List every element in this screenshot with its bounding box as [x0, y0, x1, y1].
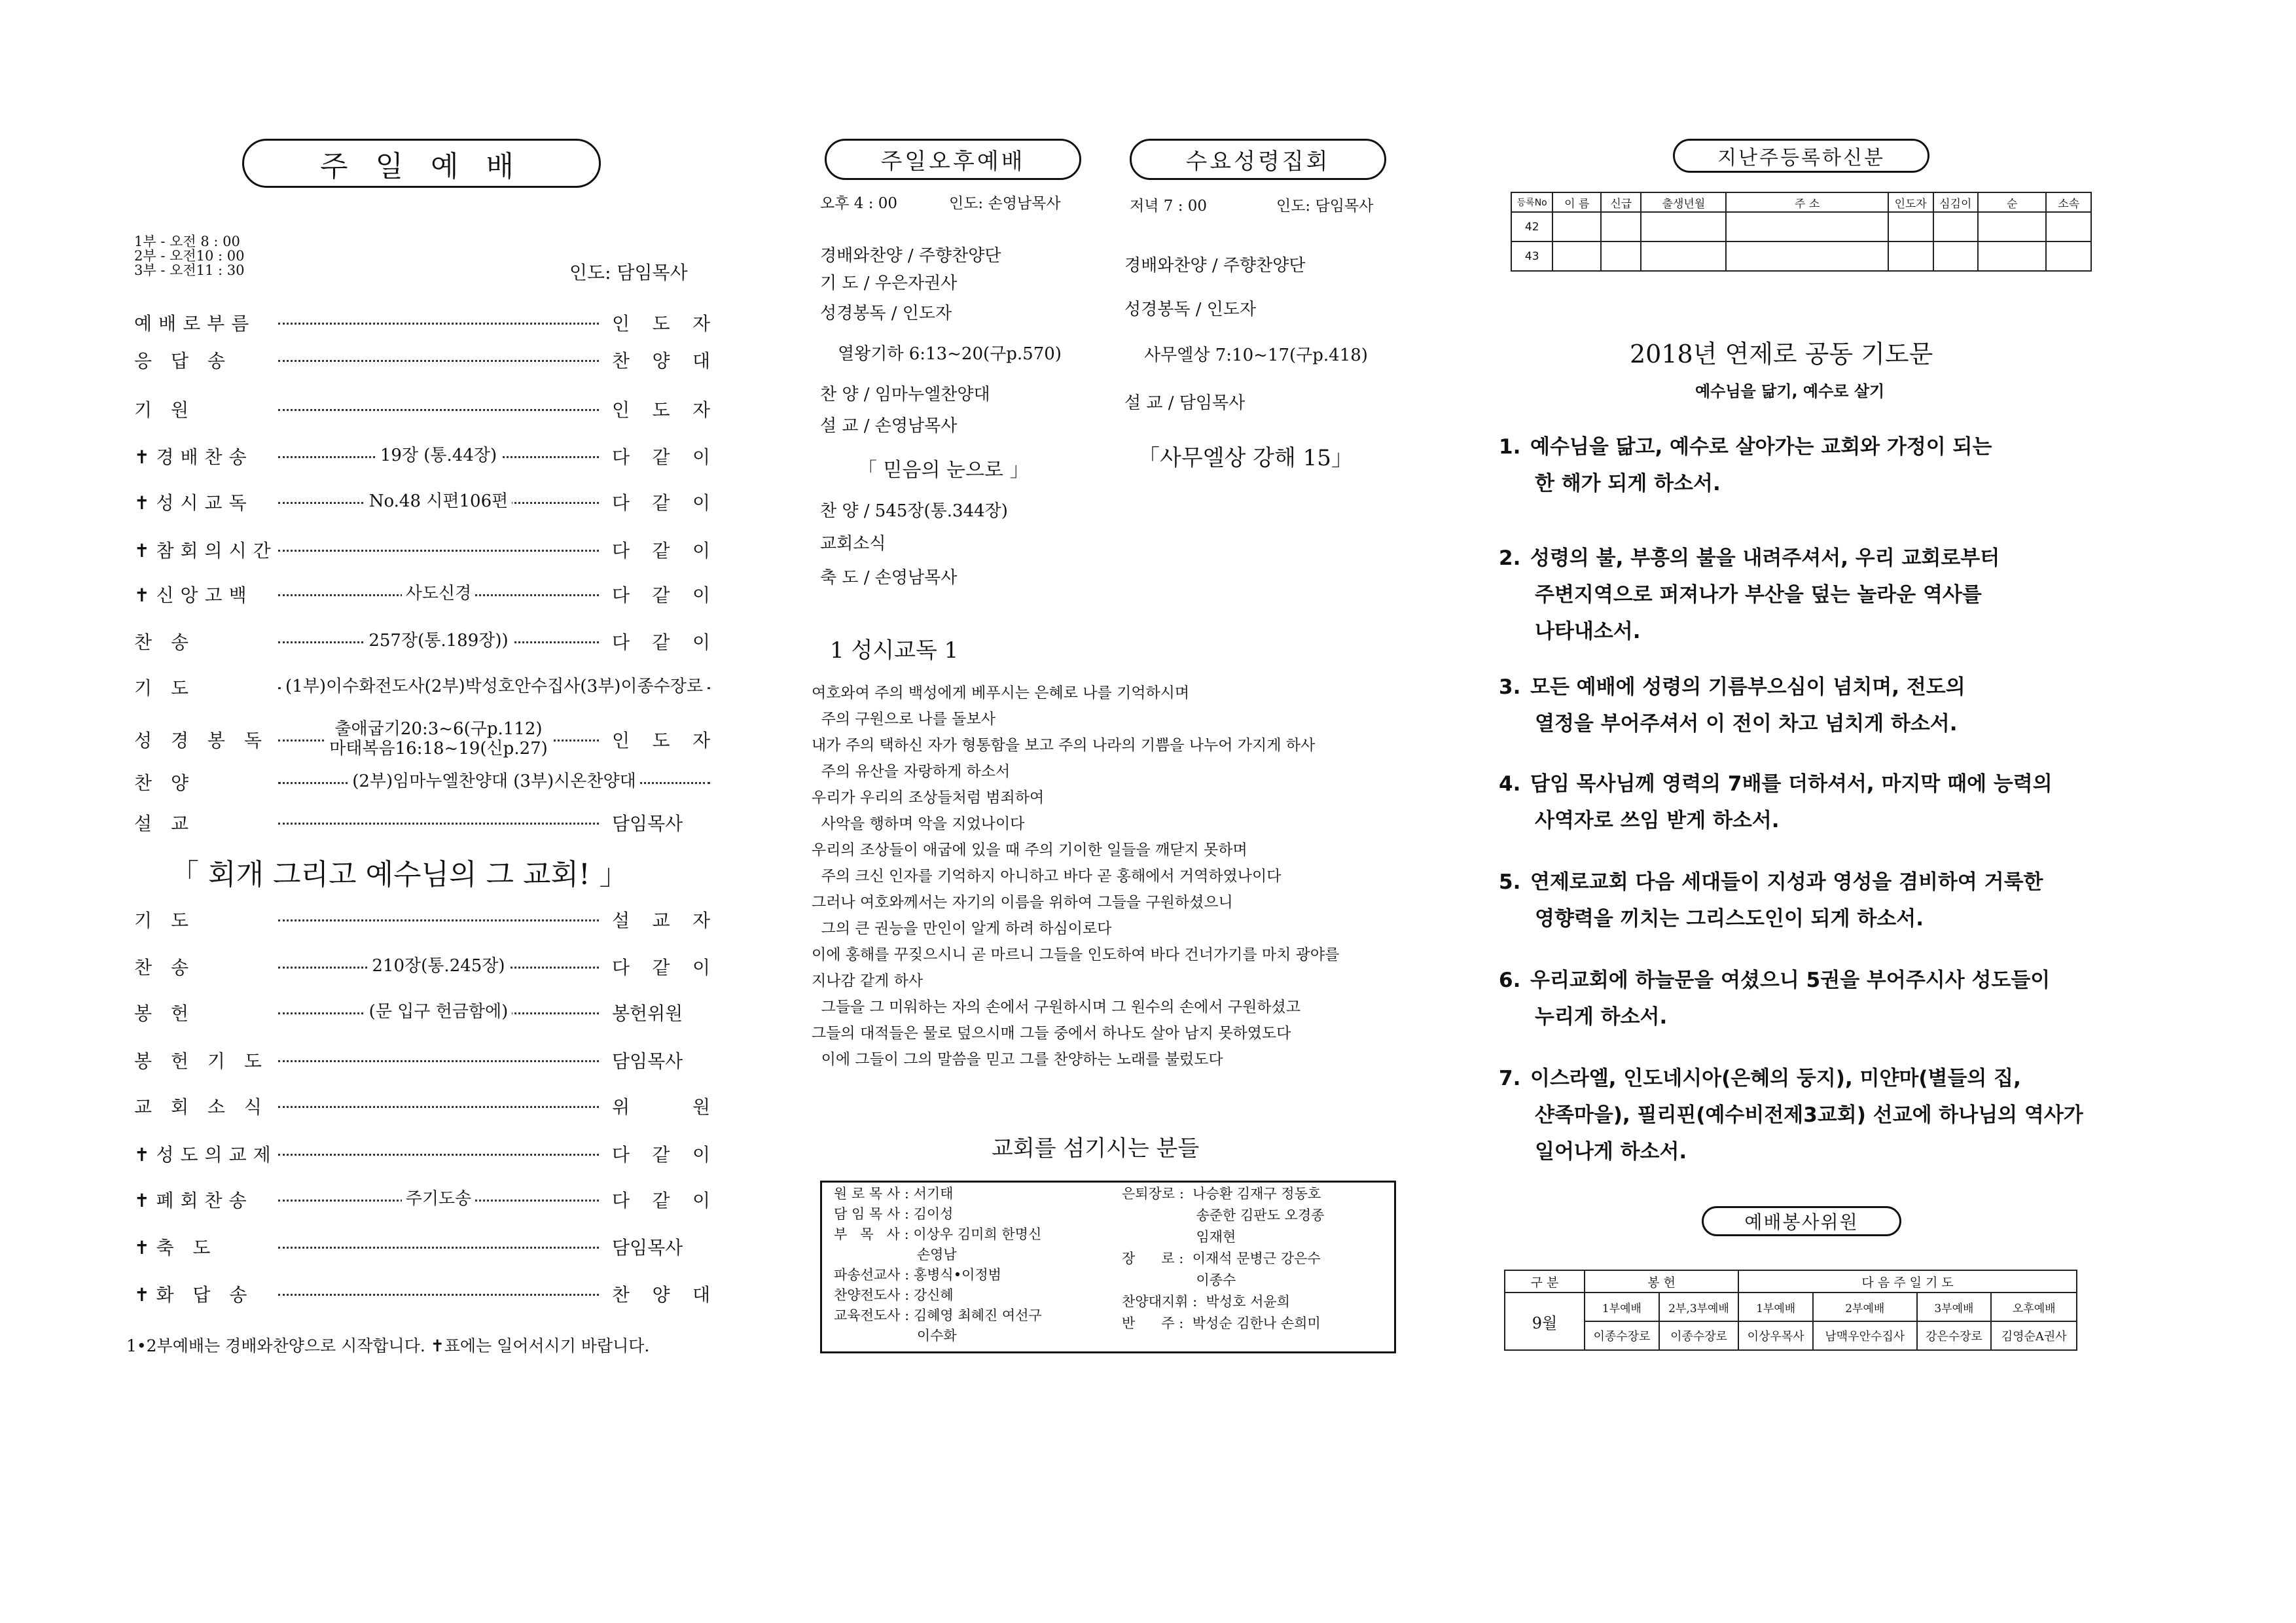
- order-detail: [368, 957, 509, 976]
- psalm-line: 주의 구원으로 나를 돌보사: [812, 711, 996, 728]
- order-performer: 찬 양 대: [612, 350, 710, 372]
- dotted-leader: [278, 550, 599, 552]
- prayer-line: 나타내소서.: [1535, 620, 1641, 643]
- reg-cell: [1726, 241, 1888, 271]
- order-detail: [325, 720, 552, 759]
- committee-sub: 1부예배: [1585, 1293, 1659, 1321]
- prayer-number: 3.: [1499, 675, 1521, 699]
- prayer-line: 한 해가 되게 하소서.: [1535, 472, 1721, 495]
- order-detail-line: 사도신경: [405, 584, 472, 604]
- committee-header-gubun: 구 분: [1505, 1270, 1585, 1293]
- order-performer: 봉헌위원: [612, 1003, 683, 1024]
- order-middle: [278, 578, 599, 611]
- order-performer: 다 같 이: [612, 492, 710, 514]
- order-performer: 다 같 이: [612, 1190, 710, 1211]
- order-detail: [365, 492, 512, 512]
- time-2: 2부 - 오전10 : 00: [134, 248, 245, 264]
- order-label: 예배로부름: [134, 313, 256, 334]
- order-label: ✝축 도: [134, 1237, 217, 1258]
- order-detail: [365, 632, 512, 651]
- afternoon-line: 경배와찬양 / 주향찬양단: [820, 246, 1001, 266]
- order-label: ✝신앙고백: [134, 584, 253, 606]
- order-row: [134, 1137, 710, 1170]
- order-performer: 설 교 자: [612, 910, 710, 931]
- order-label: ✝화 답 송: [134, 1284, 254, 1306]
- order-detail: [348, 772, 640, 792]
- order-row: [134, 440, 710, 473]
- order-label: ✝경배찬송: [134, 446, 253, 468]
- prayer-line: 예수님을 닮고, 예수로 살아가는 교회와 가정이 되는: [1530, 435, 1992, 459]
- committee-sub: 3부예배: [1917, 1293, 1992, 1321]
- order-row: [134, 1277, 710, 1310]
- servants-title: 교회를 섬기시는 분들: [992, 1135, 1200, 1162]
- committee-sub: 오후예배: [1991, 1293, 2077, 1321]
- wednesday-sermon-title: 「사무엘상 강해 15」: [1138, 445, 1354, 471]
- table-row: [1511, 212, 2091, 241]
- committee-title-text: 예배봉사위원: [1744, 1211, 1859, 1233]
- committee-name: 이종수장로: [1585, 1321, 1659, 1350]
- afternoon-line: 찬 양 / 임마누엘찬양대: [820, 385, 990, 404]
- service-times: [134, 234, 245, 277]
- order-label: ✝폐회찬송: [134, 1190, 253, 1211]
- committee-table: [1504, 1270, 2077, 1351]
- order-middle: [278, 1183, 599, 1216]
- psalm-line: 여호와여 주의 백성에게 베푸시는 은혜로 나를 기억하시며: [812, 685, 1190, 702]
- prayer-number: 6.: [1499, 969, 1521, 992]
- order-label: ✝참회의시간: [134, 540, 278, 562]
- committee-name: 김영순A권사: [1991, 1321, 2077, 1350]
- dotted-leader: [278, 823, 599, 825]
- afternoon-line: 성경봉독 / 인도자: [820, 304, 952, 323]
- afternoon-line: 설 교 / 손영남목사: [820, 416, 958, 436]
- dotted-leader: [278, 409, 599, 411]
- order-detail-line: No.48 시편106편: [368, 491, 509, 512]
- order-label: ✝성도의교제: [134, 1144, 278, 1166]
- order-detail-line: 마태복음16:18~19(신p.27): [329, 739, 548, 758]
- afternoon-title-text: 주일오후예배: [880, 149, 1026, 175]
- servant-line: 이종수: [1122, 1272, 1236, 1288]
- prayer-line: 담임 목사님께 영력의 7배를 더하셔서, 마지막 때에 능력의: [1530, 772, 2053, 796]
- wednesday-title: [1130, 139, 1386, 180]
- order-performer: 인 도 자: [612, 313, 710, 334]
- servants-right: [1122, 1186, 1324, 1338]
- committee-name: 이종수장로: [1659, 1321, 1738, 1350]
- servant-line: 담 임 목 사 : 김이성: [834, 1206, 954, 1222]
- servant-line: 교육전도사 : 김혜영 최혜진 여선구: [834, 1308, 1042, 1323]
- reg-header-cell: 순: [1978, 192, 2046, 212]
- reg-header-cell: 소속: [2046, 192, 2091, 212]
- order-middle: [278, 306, 599, 339]
- reg-cell: [1978, 212, 2046, 241]
- servants-box: [820, 1181, 1396, 1353]
- order-row: [134, 719, 710, 758]
- order-performer: 다 같 이: [612, 957, 710, 978]
- order-row: [134, 766, 710, 798]
- order-middle: [278, 1090, 599, 1122]
- order-middle: [278, 1277, 599, 1310]
- order-middle: [278, 806, 599, 839]
- reg-cell: [1888, 212, 1933, 241]
- order-middle: [278, 625, 599, 658]
- reg-header-cell: 신급: [1601, 192, 1641, 212]
- afternoon-time: 오후 4 : 00: [820, 195, 898, 212]
- reg-header-cell: 등록No: [1511, 192, 1552, 212]
- dotted-leader: [278, 1106, 599, 1108]
- order-label: 기 도: [134, 910, 195, 931]
- psalm-line: 지나감 같게 하사: [812, 972, 924, 990]
- order-row: [134, 671, 710, 704]
- committee-month: 9월: [1505, 1293, 1585, 1350]
- wednesday-line: 설 교 / 담임목사: [1124, 393, 1246, 413]
- order-performer: 인 도 자: [612, 730, 710, 751]
- reg-cell: [1978, 241, 2046, 271]
- order-performer: 담임목사: [612, 813, 683, 834]
- order-label: 봉 헌: [134, 1003, 195, 1024]
- order-detail-line: 19장 (통.44장): [380, 446, 497, 466]
- order-middle: [278, 1137, 599, 1170]
- dotted-leader: [278, 1294, 599, 1296]
- wednesday-time: 저녁 7 : 00: [1130, 198, 1208, 215]
- order-middle: [278, 1044, 599, 1077]
- order-label: 봉 헌 기 도: [134, 1050, 268, 1072]
- psalm-line: 우리가 우리의 조상들처럼 범죄하여: [812, 789, 1045, 806]
- order-middle: [278, 950, 599, 983]
- reg-cell: [1552, 241, 1601, 271]
- servants-left: [834, 1186, 1042, 1349]
- prayer-item: [1499, 540, 2088, 650]
- prayer-line: 영향력을 끼치는 그리스도인이 되게 하소서.: [1535, 907, 1924, 931]
- reg-cell: [1641, 241, 1726, 271]
- order-row: [134, 578, 710, 611]
- order-detail-line: (문 입구 헌금함에): [368, 1002, 509, 1022]
- order-label: 기 원: [134, 399, 195, 421]
- reg-header-cell: 이 름: [1552, 192, 1601, 212]
- sunday-leader: 인도: 담임목사: [569, 262, 688, 283]
- prayer-title: 2018년 연제로 공동 기도문: [1630, 340, 1933, 368]
- servant-line: 반 주 : 박성순 김한나 손희미: [1122, 1315, 1321, 1331]
- registration-header-row: [1511, 192, 2091, 212]
- afternoon-line: 기 도 / 우은자권사: [820, 274, 958, 293]
- prayer-line: 모든 예배에 성령의 기름부으심이 넘치며, 전도의: [1530, 675, 1965, 699]
- dotted-leader: [278, 1154, 599, 1156]
- psalm-line: 주의 크신 인자를 기억하지 아니하고 바다 곧 홍해에서 거역하였나이다: [812, 868, 1282, 885]
- order-performer: 담임목사: [612, 1050, 683, 1072]
- order-row: [134, 950, 710, 983]
- prayer-line: 우리교회에 하늘문을 여셨으니 5권을 부어주시사 성도들이: [1530, 969, 2051, 992]
- dotted-leader: [278, 919, 599, 921]
- order-row: [134, 625, 710, 658]
- time-3: 3부 - 오전11 : 30: [134, 262, 245, 278]
- prayer-line: 사역자로 쓰임 받게 하소서.: [1535, 809, 1780, 832]
- reg-cell: [1601, 212, 1641, 241]
- servant-line: 원 로 목 사 : 서기태: [834, 1186, 954, 1202]
- reg-header-cell: 인도자: [1888, 192, 1933, 212]
- prayer-number: 5.: [1499, 870, 1521, 894]
- reg-cell: 43: [1511, 241, 1552, 271]
- servant-line: 파송선교사 : 홍병식•이정범: [834, 1267, 1001, 1283]
- order-performer: 위 원: [612, 1096, 710, 1118]
- servant-line: 손영남: [834, 1247, 957, 1262]
- prayer-item: [1499, 669, 2088, 742]
- prayer-item: [1499, 766, 2088, 839]
- wednesday-line: 경배와찬양 / 주향찬양단: [1124, 256, 1306, 276]
- reg-cell: [1641, 212, 1726, 241]
- order-detail: [365, 1003, 512, 1022]
- order-performer: 다 같 이: [612, 584, 710, 606]
- servant-line: 이수화: [834, 1328, 957, 1344]
- psalm-line: 사악을 행하며 악을 지었나이다: [812, 815, 1025, 832]
- prayer-line: 일어나게 하소서.: [1535, 1140, 1687, 1164]
- order-middle: [278, 344, 599, 376]
- committee-name: 강은수장로: [1917, 1321, 1992, 1350]
- prayer-subtitle: 예수님을 닮기, 예수로 살기: [1695, 382, 1885, 401]
- servant-line: 부 목 사 : 이상우 김미희 한명신: [834, 1226, 1042, 1242]
- sunday-title: [242, 139, 601, 188]
- psalm-line: 이에 홍해를 꾸짖으시니 곧 마르니 그들을 인도하여 바다 건너가기를 마치 광야를: [812, 946, 1340, 963]
- wednesday-title-text: 수요성령집회: [1185, 149, 1331, 175]
- afternoon-leader: 인도: 손영남목사: [949, 195, 1061, 212]
- order-row: [134, 903, 710, 936]
- servant-line: 임재현: [1122, 1229, 1236, 1245]
- order-detail-line: 주기도송: [405, 1189, 472, 1209]
- committee-name: 이상우목사: [1738, 1321, 1813, 1350]
- psalm-line: 이에 그들이 그의 말씀을 믿고 그를 찬양하는 노래를 불렀도다: [812, 1051, 1223, 1068]
- sunday-title-text: 주 일 예 배: [320, 149, 523, 183]
- dotted-leader: [278, 323, 599, 325]
- sunday-note: 1•2부예배는 경배와찬양으로 시작합니다. ✝표에는 일어서시기 바랍니다.: [126, 1336, 650, 1355]
- reg-cell: [2046, 241, 2091, 271]
- prayer-item: [1499, 864, 2088, 937]
- wednesday-line: 성경봉독 / 인도자: [1124, 300, 1257, 319]
- afternoon-line: 교회소식: [820, 534, 886, 554]
- prayer-line: 성령의 불, 부흥의 불을 내려주셔서, 우리 교회로부터: [1530, 546, 2000, 570]
- reg-header-cell: 주 소: [1726, 192, 1888, 212]
- servant-line: 장 로 : 이재석 문병근 강은수: [1122, 1251, 1321, 1266]
- order-row: [134, 486, 710, 518]
- prayer-line: 샨족마을), 필리핀(예수비전제3교회) 선교에 하나님의 역사가: [1535, 1103, 2083, 1127]
- servant-line: 송준한 김판도 오경종: [1122, 1207, 1325, 1223]
- order-row: [134, 533, 710, 566]
- afternoon-line: 축 도 / 손영남목사: [820, 568, 958, 588]
- order-label: 찬 송: [134, 957, 195, 978]
- sunday-sermon-title: 「 회개 그리고 예수님의 그 교회! 」: [170, 858, 628, 891]
- order-detail: [402, 584, 475, 604]
- reg-cell: [2046, 212, 2091, 241]
- order-row: [134, 306, 710, 339]
- psalm-line: 내가 주의 택하신 자가 형통함을 보고 주의 나라의 기쁨을 나누어 가지게 하사: [812, 737, 1316, 754]
- prayer-line: 열정을 부어주셔서 이 전이 차고 넘치게 하소서.: [1535, 712, 1958, 736]
- order-row: [134, 1090, 710, 1122]
- committee-sub: 2부예배: [1813, 1293, 1916, 1321]
- prayer-line: 이스라엘, 인도네시아(은혜의 둥지), 미얀마(별들의 집,: [1530, 1067, 2021, 1090]
- afternoon-sermon-title: 「 믿음의 눈으로 」: [857, 459, 1030, 482]
- reg-cell: [1726, 212, 1888, 241]
- reg-cell: [1552, 212, 1601, 241]
- registration-title-text: 지난주등록하신분: [1717, 147, 1885, 169]
- reg-cell: [1933, 241, 1979, 271]
- reg-header-cell: 심김이: [1933, 192, 1979, 212]
- prayer-number: 1.: [1499, 435, 1521, 459]
- order-label: 교 회 소 식: [134, 1096, 268, 1118]
- psalm-title: 1 성시교독 1: [830, 637, 959, 664]
- order-performer: 담임목사: [612, 1237, 683, 1258]
- prayer-line: 연제로교회 다음 세대들이 지성과 영성을 겸비하여 거룩한: [1530, 870, 2043, 894]
- order-row: [134, 806, 710, 839]
- committee-name: 남맥우안수집사: [1813, 1321, 1916, 1350]
- order-performer: 다 같 이: [612, 1144, 710, 1166]
- order-middle: [278, 671, 710, 704]
- order-label: 응 답 송: [134, 350, 232, 372]
- reg-cell: [1601, 241, 1641, 271]
- order-performer: 인 도 자: [612, 399, 710, 421]
- order-performer: 다 같 이: [612, 632, 710, 653]
- order-label: 찬 송: [134, 632, 195, 653]
- time-1: 1부 - 오전 8 : 00: [134, 234, 240, 249]
- registration-table: [1511, 192, 2092, 272]
- committee-title: [1702, 1206, 1901, 1236]
- psalm-line: 그들의 대적들은 물로 덮으시매 그들 중에서 하나도 살아 남지 못하였도다: [812, 1025, 1291, 1042]
- order-label: 찬 양: [134, 772, 195, 794]
- committee-sub: 2부,3부예배: [1659, 1293, 1738, 1321]
- servant-line: 찬양대지휘 : 박성호 서윤희: [1122, 1294, 1290, 1310]
- order-middle: [278, 393, 599, 425]
- order-middle: [278, 766, 710, 798]
- registration-title: [1673, 139, 1929, 173]
- servant-line: 찬양전도사 : 강신혜: [834, 1287, 954, 1303]
- order-row: [134, 996, 710, 1029]
- order-detail-line: (1부)이수화전도사(2부)박성호안수집사(3부)이종수장로: [285, 677, 703, 697]
- order-middle: [278, 903, 599, 936]
- order-row: [134, 344, 710, 376]
- order-detail-line: (2부)임마누엘찬양대 (3부)시온찬양대: [352, 772, 636, 792]
- psalm-line: 우리의 조상들이 애굽에 있을 때 주의 기이한 일들을 깨닫지 못하며: [812, 842, 1247, 859]
- order-row: [134, 1183, 710, 1216]
- order-middle: [278, 533, 599, 566]
- dotted-leader: [278, 360, 599, 362]
- order-middle: [278, 1230, 599, 1263]
- committee-header-offering: 봉 헌: [1585, 1270, 1738, 1293]
- prayer-line: 주변지역으로 퍼져나가 부산을 덮는 놀라운 역사를: [1535, 583, 1982, 607]
- order-label: 기 도: [134, 677, 195, 699]
- order-label: 설 교: [134, 813, 195, 834]
- order-label: ✝성시교독: [134, 492, 253, 514]
- order-detail: [281, 677, 707, 697]
- psalm-line: 그러나 여호와께서는 자기의 이름을 위하여 그들을 구원하셨으니: [812, 894, 1233, 911]
- prayer-item: [1499, 429, 2088, 502]
- reg-header-cell: 출생년월: [1641, 192, 1726, 212]
- servant-line: 은퇴장로 : 나승환 김재구 정동호: [1122, 1186, 1321, 1202]
- reg-cell: [1888, 241, 1933, 271]
- order-detail-line: 210장(통.245장): [372, 956, 505, 976]
- afternoon-title: [825, 139, 1081, 180]
- order-middle: [278, 486, 599, 518]
- prayer-line: 누리게 하소서.: [1535, 1005, 1668, 1029]
- afternoon-line: 열왕기하 6:13~20(구p.570): [838, 344, 1062, 364]
- order-performer: 다 같 이: [612, 540, 710, 562]
- wednesday-leader: 인도: 담임목사: [1276, 198, 1374, 215]
- afternoon-line: 찬 양 / 545장(통.344장): [820, 501, 1008, 521]
- psalm-line: 주의 유산을 자랑하게 하소서: [812, 763, 1011, 780]
- order-detail-line: 출애굽기20:3~6(구p.112): [334, 719, 543, 740]
- order-middle: [278, 996, 599, 1029]
- dotted-leader: [278, 1060, 599, 1062]
- reg-cell: [1933, 212, 1979, 241]
- order-label: 성 경 봉 독: [134, 730, 268, 751]
- order-row: [134, 393, 710, 425]
- order-detail: [402, 1190, 475, 1209]
- order-row: [134, 1044, 710, 1077]
- psalm-line: 그의 큰 권능을 만인이 알게 하려 하심이로다: [812, 920, 1112, 937]
- order-detail-line: 257장(통.189장)): [368, 631, 509, 651]
- order-performer: 다 같 이: [612, 446, 710, 468]
- table-row: [1511, 241, 2091, 271]
- order-middle: [278, 719, 599, 758]
- prayer-item: [1499, 962, 2088, 1035]
- wednesday-line: 사무엘상 7:10~17(구p.418): [1144, 346, 1368, 365]
- order-detail: [376, 446, 501, 466]
- prayer-item: [1499, 1060, 2088, 1170]
- prayer-number: 7.: [1499, 1067, 1521, 1090]
- order-performer: 찬 양 대: [612, 1284, 710, 1306]
- dotted-leader: [278, 1247, 599, 1249]
- prayer-number: 2.: [1499, 546, 1521, 570]
- psalm-line: 그들을 그 미워하는 자의 손에서 구원하시며 그 원수의 손에서 구원하셨고: [812, 999, 1300, 1016]
- reg-cell: 42: [1511, 212, 1552, 241]
- committee-sub: 1부예배: [1738, 1293, 1813, 1321]
- prayer-number: 4.: [1499, 772, 1521, 796]
- committee-header-prayer: 다 음 주 일 기 도: [1738, 1270, 2077, 1293]
- order-middle: [278, 440, 599, 473]
- order-row: [134, 1230, 710, 1263]
